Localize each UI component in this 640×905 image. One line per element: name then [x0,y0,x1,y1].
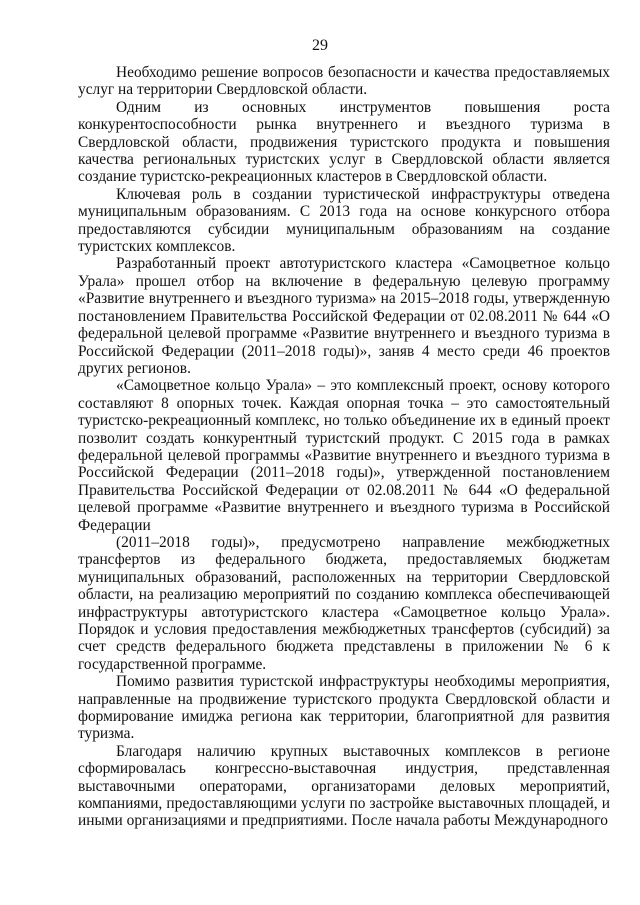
paragraph-competitiveness: Одним из основных инструментов повышения роста конкурентоспособности рынка внутреннего и въездного туризма в Свердловской области, продвижения туристского продукта и повышения качества региональных туристских услуг в Свердловской области является создание туристско-рекреационных кластеров в Свердловской области. [78,98,610,186]
paragraph-gem-ring: «Самоцветное кольцо Урала» – это комплексный проект, основу которого составляют 8 опорных точек. Каждая опорная точка – это самостоятельный туристско-рекреационный комплекс, но только объединение их в единый проект позволит создать конкурентный туристский продукт. С 2015 года в рамках федеральной целевой программы «Развитие внутреннего и въездного туризма в Российской Федерации (2011–2018 годы)», утвержденной постановлением Правительства Российской Федерации от 02.08.2011 № 644 «О федеральной целевой программе «Развитие внутреннего и въездного туризма в Российской Федерации [78,377,610,534]
paragraph-safety: Необходимо решение вопросов безопасности и качества предоставляемых услуг на территории Свердловской области. [78,64,610,99]
page-number: 29 [312,37,328,54]
paragraph-exhibition: Благодаря наличию крупных выставочных комплексов в регионе сформировалась конгрессно-выставочная индустрия, представленная выставочными операторами, организаторами деловых мероприятий, компаниями, предоставляющими услуги по застройке выставочных площадей, и иными организациями и предприятиями. После начала работы Международного [78,742,610,830]
document-body [78,64,610,830]
paragraph-transfers: (2011–2018 годы)», предусмотрено направление межбюджетных трансфертов из федерального бюджета, предоставляемых бюджетам муниципальных образований, расположенных на территории Свердловской области, на реализацию мероприятий по созданию комплекса обеспечивающей инфраструктуры автотуристского кластера «Самоцветное кольцо Урала». Порядок и условия предоставления межбюджетных трансфертов (субсидий) за счет средств федерального бюджета представлены в приложении № 6 к государственной программе. [78,533,610,673]
paragraph-cluster-project: Разработанный проект автотуристского кластера «Самоцветное кольцо Урала» прошел отбор на включение в федеральную целевую программу «Развитие внутреннего и въездного туризма» на 2015–2018 годы, утвержденную постановлением Правительства Российской Федерации от 02.08.2011 № 644 «О федеральной целевой программе «Развитие внутреннего и въездного туризма в Российской Федерации (2011–2018 годы)», заняв 4 место среди 46 проектов других регионов. [78,255,610,377]
paragraph-infrastructure-role: Ключевая роль в создании туристической инфраструктуры отведена муниципальным образованиям. С 2013 года на основе конкурсного отбора предоставляются субсидии муниципальным образованиям на создание туристских комплексов. [78,185,610,256]
paragraph-promotion: Помимо развития туристской инфраструктуры необходимы мероприятия, направленные на продвижение туристского продукта Свердловской области и формирование имиджа региона как территории, благоприятной для развития туризма. [78,673,610,743]
